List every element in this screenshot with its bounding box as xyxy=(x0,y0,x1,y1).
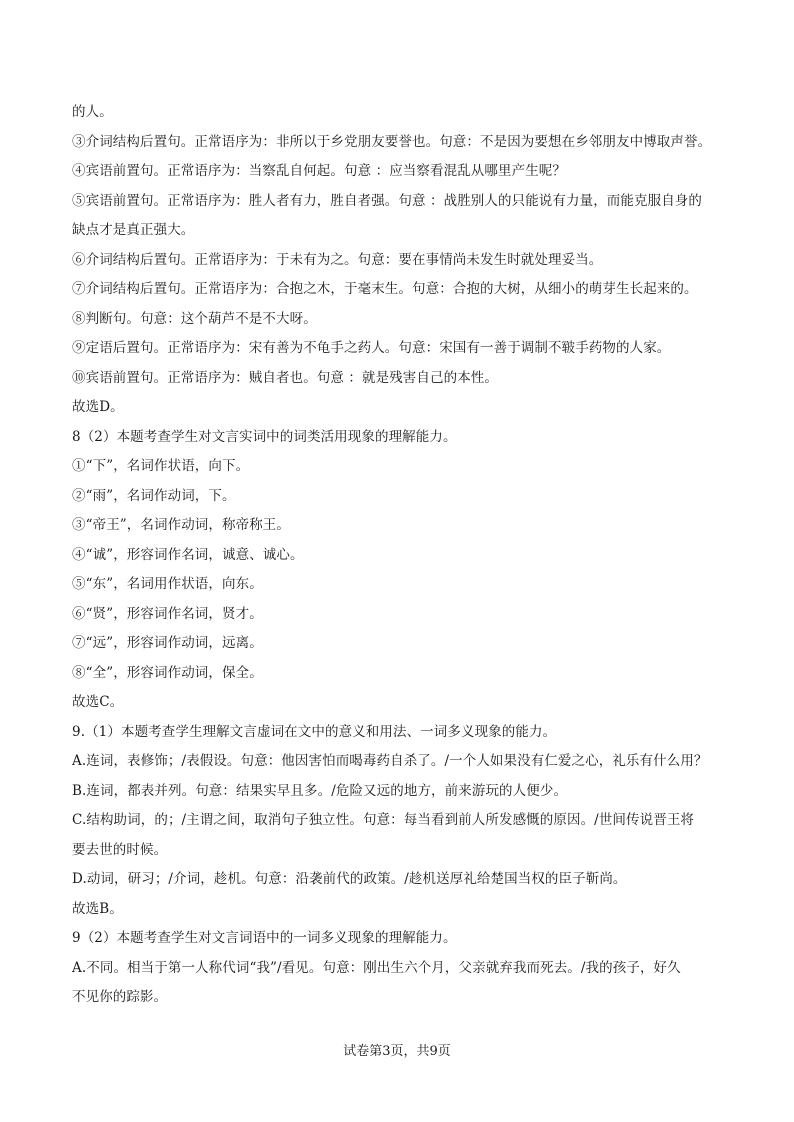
text-line: ⑨定语后置句。正常语序为：宋有善为不龟手之药人。句意：宋国有一善于调制不皲手药物的人家。 xyxy=(72,340,671,356)
text-line: ④“诚”，形容词作名词，诚意、诚心。 xyxy=(72,546,304,563)
text-line: ④宾语前置句。正常语序为：当察乱自何起。句意 ：应当察看混乱从哪里产生呢？ xyxy=(72,163,566,179)
text-line: 故选C。 xyxy=(72,694,124,710)
text-line: ⑤“东”，名词用作状语，向东。 xyxy=(72,576,263,592)
text-line: ③“帝王”，名词作动词，称帝称王。 xyxy=(72,517,291,533)
text-line: B.连词，都表并列。句意：结果实早且多。/危险又远的地方，前来游玩的人便少。 xyxy=(72,782,568,799)
text-line: ⑥介词结构后置句。正常语序为：于未有为之。句意：要在事情尚未发生时就处理妥当。 xyxy=(72,251,603,268)
text-line: ③介词结构后置句。正常语序为：非所以于乡党朋友要誉也。句意：不是因为要想在乡邻朋友中博取声誉。 xyxy=(72,133,712,150)
text-line: 9（2）本题考查学生对文言词语中的一词多义现象的理解能力。 xyxy=(72,930,457,946)
text-line: ⑩宾语前置句。正常语序为：贼自者也。句意 ：就是残害自己的本性。 xyxy=(72,369,498,386)
document-body xyxy=(72,98,732,1013)
text-line: ①“下”，名词作状语，向下。 xyxy=(72,458,250,474)
text-line: 的人。 xyxy=(72,104,113,120)
text-line: ⑤宾语前置句。正常语序为：胜人者有力，胜自者强。句意 ：战胜别人的只能说有力量，而能克服自身的 xyxy=(72,192,702,209)
text-line: 故选D。 xyxy=(72,399,124,415)
text-line: 缺点才是真正强大。 xyxy=(72,222,195,238)
text-line: ②“雨”，名词作动词，下。 xyxy=(72,487,236,504)
text-line: ⑧判断句。句意：这个葫芦不是不大呀。 xyxy=(72,310,317,327)
text-line: A.不同。相当于第一人称代词“我”/看见。句意：刚出生六个月，父亲就弃我而死去。/我的孩子，好久 xyxy=(72,959,681,976)
text-line: 8（2）本题考查学生对文言实词中的词类活用现象的理解能力。 xyxy=(72,428,457,445)
text-line: ⑦“远”，形容词作动词，远离。 xyxy=(72,635,263,651)
text-line: ⑦介词结构后置句。正常语序为：合抱之木，于毫末生。句意：合抱的大树，从细小的萌芽生长起来的。 xyxy=(72,281,698,297)
text-line: ⑧“全”，形容词作动词，保全。 xyxy=(72,664,263,681)
text-line: C.结构助词，的；/主谓之间，取消句子独立性。句意：每当看到前人所发感慨的原因。/世间传说晋王将 xyxy=(72,812,695,828)
text-line: 不见你的踪影。 xyxy=(72,989,168,1005)
text-line: 故选B。 xyxy=(72,900,123,917)
text-line: 9.（1）本题考查学生理解文言虚词在文中的意义和用法、一词多义现象的能力。 xyxy=(72,723,557,740)
page-footer: 试卷第3页，共9页 xyxy=(343,1044,451,1059)
text-line: ⑥“贤”，形容词作名词，贤才。 xyxy=(72,605,263,622)
text-line: 要去世的时候。 xyxy=(72,841,168,858)
text-line: D.动词，研习；/介词，趁机。句意：沿袭前代的政策。/趁机送厚礼给楚国当权的臣子靳尚。 xyxy=(72,871,627,887)
text-line: A.连词，表修饰；/表假设。句意：他因害怕而喝毒药自杀了。/一个人如果没有仁爱之心，礼乐有什么用？ xyxy=(72,753,708,769)
